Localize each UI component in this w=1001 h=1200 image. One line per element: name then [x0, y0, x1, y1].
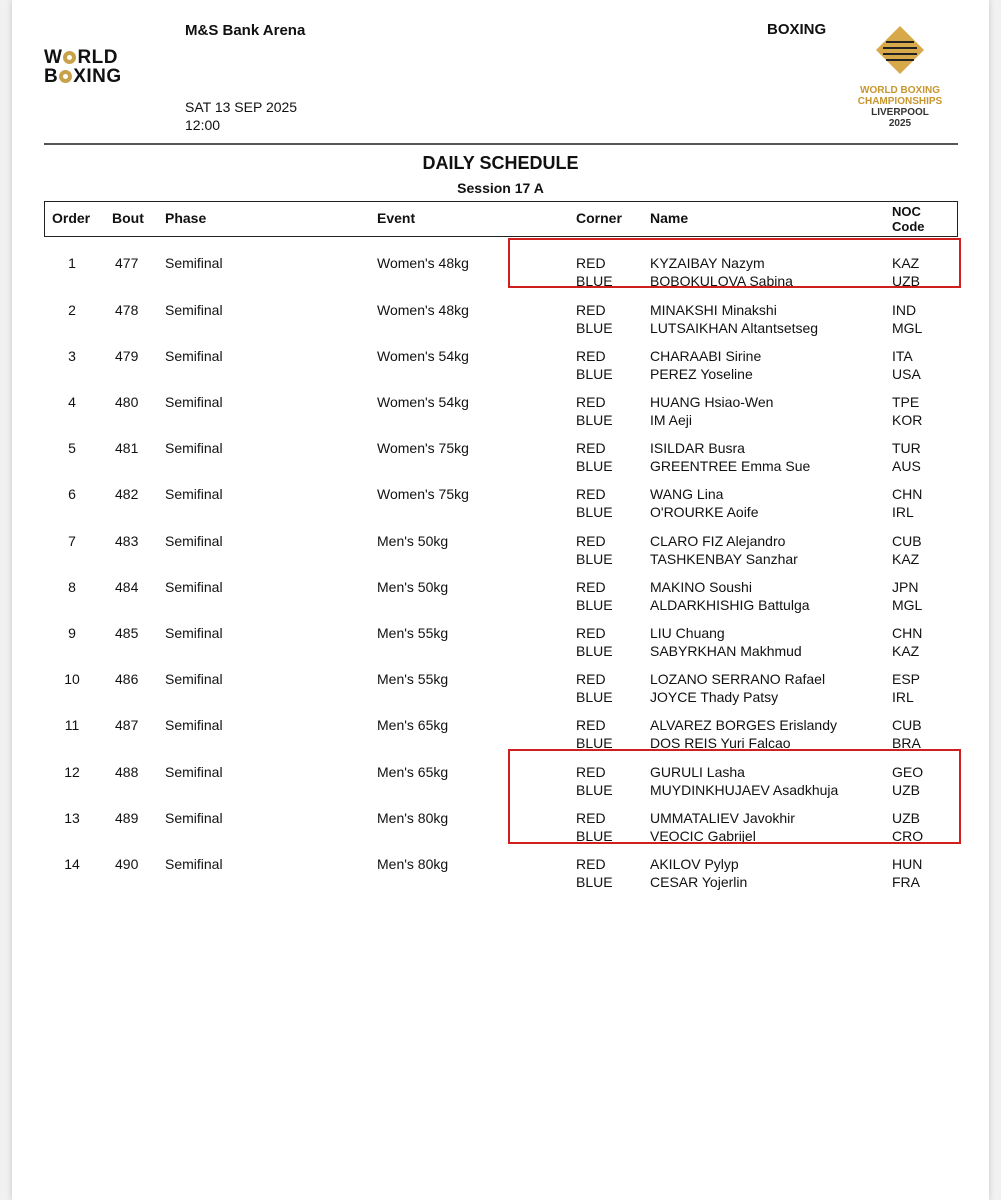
red-noc-code: JPN — [892, 579, 919, 595]
blue-boxer-name: CESAR Yojerlin — [650, 874, 748, 890]
table-row — [0, 615, 1001, 661]
logo-ring-icon — [63, 51, 76, 64]
col-event: Event — [377, 210, 416, 226]
blue-corner-label: BLUE — [576, 735, 613, 751]
red-noc-code: HUN — [892, 856, 923, 872]
bout-order: 11 — [64, 717, 80, 733]
bout-order: 6 — [68, 486, 76, 502]
session-datetime — [185, 98, 297, 134]
blue-corner-label: BLUE — [576, 366, 613, 382]
session-label: Session 17 A — [457, 180, 544, 196]
bout-order: 14 — [64, 856, 80, 872]
bout-phase: Semifinal — [165, 394, 223, 410]
red-corner-label: RED — [576, 579, 606, 595]
blue-noc-code: IRL — [892, 504, 914, 520]
red-corner-label: RED — [576, 348, 606, 364]
table-row — [0, 430, 1001, 476]
bout-order: 7 — [68, 533, 76, 549]
col-order: Order — [52, 210, 91, 226]
bout-event: Men's 65kg — [377, 717, 449, 733]
red-corner-label: RED — [576, 856, 606, 872]
header-divider — [44, 143, 958, 145]
red-corner-label: RED — [576, 764, 606, 780]
bout-phase: Semifinal — [165, 486, 223, 502]
col-name: Name — [650, 210, 689, 226]
bout-event: Men's 80kg — [377, 856, 449, 872]
bout-event: Women's 54kg — [377, 348, 469, 364]
blue-noc-code: IRL — [892, 689, 914, 705]
red-boxer-name: CLARO FIZ Alejandro — [650, 533, 786, 549]
bout-event: Men's 55kg — [377, 625, 449, 641]
table-row — [0, 338, 1001, 384]
bout-order: 8 — [68, 579, 76, 595]
bout-number: 485 — [115, 625, 139, 641]
table-row — [0, 476, 1001, 522]
venue-name: M&S Bank Arena — [185, 22, 306, 39]
red-noc-code: GEO — [892, 764, 924, 780]
world-boxing-logo: W RLD B XING — [44, 47, 122, 87]
bout-order: 2 — [68, 302, 76, 318]
red-boxer-name: MAKINO Soushi — [650, 579, 752, 595]
bout-number: 486 — [115, 671, 139, 687]
red-noc-code: ESP — [892, 671, 921, 687]
red-noc-code: TUR — [892, 440, 921, 456]
red-boxer-name: WANG Lina — [650, 486, 724, 502]
bout-number: 483 — [115, 533, 139, 549]
red-corner-label: RED — [576, 440, 606, 456]
bout-event: Women's 75kg — [377, 486, 469, 502]
col-bout: Bout — [112, 210, 144, 226]
bout-order: 3 — [68, 348, 76, 364]
bout-event: Women's 54kg — [377, 394, 469, 410]
blue-noc-code: KOR — [892, 412, 923, 428]
red-boxer-name: MINAKSHI Minakshi — [650, 302, 777, 318]
bout-event: Men's 50kg — [377, 579, 449, 595]
red-noc-code: IND — [892, 302, 917, 318]
red-corner-label: RED — [576, 671, 606, 687]
blue-corner-label: BLUE — [576, 828, 613, 844]
table-row — [0, 384, 1001, 430]
blue-noc-code: AUS — [892, 458, 921, 474]
bout-number: 479 — [115, 348, 139, 364]
table-row — [0, 661, 1001, 707]
table-row — [0, 707, 1001, 753]
bout-order: 10 — [64, 671, 80, 687]
bout-phase: Semifinal — [165, 533, 223, 549]
blue-corner-label: BLUE — [576, 782, 613, 798]
blue-corner-label: BLUE — [576, 689, 613, 705]
bout-number: 487 — [115, 717, 139, 733]
blue-noc-code: USA — [892, 366, 921, 382]
red-boxer-name: LOZANO SERRANO Rafael — [650, 671, 826, 687]
blue-noc-code: BRA — [892, 735, 921, 751]
blue-noc-code: MGL — [892, 320, 923, 336]
bout-phase: Semifinal — [165, 440, 223, 456]
blue-boxer-name: VEOCIC Gabrijel — [650, 828, 756, 844]
bout-order: 4 — [68, 394, 76, 410]
blue-noc-code: UZB — [892, 782, 920, 798]
red-noc-code: TPE — [892, 394, 920, 410]
bout-phase: Semifinal — [165, 255, 223, 271]
blue-corner-label: BLUE — [576, 551, 613, 567]
bout-order: 13 — [64, 810, 80, 826]
bout-number: 488 — [115, 764, 139, 780]
blue-boxer-name: O'ROURKE Aoife — [650, 504, 759, 520]
session-date: SAT 13 SEP 2025 — [185, 99, 298, 115]
red-boxer-name: AKILOV Pylyp — [650, 856, 739, 872]
red-boxer-name: ALVAREZ BORGES Erislandy — [650, 717, 837, 733]
col-phase: Phase — [165, 210, 207, 226]
blue-boxer-name: BOBOKULOVA Sabina — [650, 273, 793, 289]
red-corner-label: RED — [576, 255, 606, 271]
col-corner: Corner — [576, 210, 622, 226]
session-time: 12:00 — [185, 117, 221, 133]
bout-phase: Semifinal — [165, 764, 223, 780]
bout-number: 478 — [115, 302, 139, 318]
red-corner-label: RED — [576, 533, 606, 549]
bout-number: 489 — [115, 810, 139, 826]
red-boxer-name: CHARAABI Sirine — [650, 348, 762, 364]
blue-noc-code: CRO — [892, 828, 924, 844]
table-row — [0, 569, 1001, 615]
red-boxer-name: GURULI Lasha — [650, 764, 745, 780]
red-noc-code: KAZ — [892, 255, 920, 271]
blue-corner-label: BLUE — [576, 643, 613, 659]
bout-event: Men's 55kg — [377, 671, 449, 687]
blue-boxer-name: JOYCE Thady Patsy — [650, 689, 779, 705]
blue-noc-code: MGL — [892, 597, 923, 613]
red-noc-code: CUB — [892, 717, 922, 733]
bout-order: 9 — [68, 625, 76, 641]
blue-corner-label: BLUE — [576, 412, 613, 428]
blue-corner-label: BLUE — [576, 458, 613, 474]
table-row — [0, 846, 1001, 892]
blue-boxer-name: PEREZ Yoseline — [650, 366, 753, 382]
bout-event: Women's 75kg — [377, 440, 469, 456]
red-noc-code: UZB — [892, 810, 920, 826]
blue-corner-label: BLUE — [576, 597, 613, 613]
bout-phase: Semifinal — [165, 717, 223, 733]
bout-order: 5 — [68, 440, 76, 456]
red-corner-label: RED — [576, 394, 606, 410]
red-noc-code: CHN — [892, 625, 923, 641]
blue-boxer-name: ALDARKHISHIG Battulga — [650, 597, 810, 613]
bout-phase: Semifinal — [165, 810, 223, 826]
blue-boxer-name: GREENTREE Emma Sue — [650, 458, 811, 474]
bout-event: Men's 80kg — [377, 810, 449, 826]
blue-boxer-name: MUYDINKHUJAEV Asadkhuja — [650, 782, 839, 798]
table-row — [0, 292, 1001, 338]
blue-boxer-name: IM Aeji — [650, 412, 693, 428]
blue-boxer-name: TASHKENBAY Sanzhar — [650, 551, 798, 567]
red-boxer-name: LIU Chuang — [650, 625, 725, 641]
red-corner-label: RED — [576, 717, 606, 733]
blue-noc-code: UZB — [892, 273, 920, 289]
blue-corner-label: BLUE — [576, 504, 613, 520]
bout-phase: Semifinal — [165, 671, 223, 687]
blue-boxer-name: SABYRKHAN Makhmud — [650, 643, 802, 659]
blue-corner-label: BLUE — [576, 874, 613, 890]
blue-noc-code: KAZ — [892, 643, 920, 659]
blue-corner-label: BLUE — [576, 273, 613, 289]
col-noc: NOC Code — [892, 204, 925, 234]
championships-logo: WORLD BOXING CHAMPIONSHIPS LIVERPOOL 2025 — [848, 24, 952, 129]
bout-event: Women's 48kg — [377, 255, 469, 271]
sport-name: BOXING — [767, 21, 827, 38]
bout-order: 1 — [68, 255, 76, 271]
bout-number: 490 — [115, 856, 139, 872]
bout-event: Women's 48kg — [377, 302, 469, 318]
red-boxer-name: HUANG Hsiao-Wen — [650, 394, 774, 410]
logo-ring-icon — [59, 70, 72, 83]
red-noc-code: CHN — [892, 486, 923, 502]
bout-phase: Semifinal — [165, 348, 223, 364]
bout-phase: Semifinal — [165, 579, 223, 595]
bout-number: 480 — [115, 394, 139, 410]
highlight-box — [508, 238, 961, 288]
red-corner-label: RED — [576, 486, 606, 502]
bout-phase: Semifinal — [165, 625, 223, 641]
red-corner-label: RED — [576, 302, 606, 318]
red-noc-code: ITA — [892, 348, 913, 364]
bout-number: 484 — [115, 579, 139, 595]
bout-number: 481 — [115, 440, 139, 456]
blue-boxer-name: LUTSAIKHAN Altantsetseg — [650, 320, 819, 336]
bout-phase: Semifinal — [165, 856, 223, 872]
blue-boxer-name: DOS REIS Yuri Falcao — [650, 735, 791, 751]
red-boxer-name: UMMATALIEV Javokhir — [650, 810, 795, 826]
red-noc-code: CUB — [892, 533, 922, 549]
bout-order: 12 — [64, 764, 80, 780]
red-boxer-name: KYZAIBAY Nazym — [650, 255, 765, 271]
blue-noc-code: KAZ — [892, 551, 920, 567]
red-corner-label: RED — [576, 810, 606, 826]
bout-event: Men's 65kg — [377, 764, 449, 780]
blue-corner-label: BLUE — [576, 320, 613, 336]
red-corner-label: RED — [576, 625, 606, 641]
red-boxer-name: ISILDAR Busra — [650, 440, 745, 456]
bout-number: 477 — [115, 255, 139, 271]
table-row — [0, 523, 1001, 569]
blue-noc-code: FRA — [892, 874, 920, 890]
bout-event: Men's 50kg — [377, 533, 449, 549]
page-title: DAILY SCHEDULE — [422, 153, 579, 173]
bout-phase: Semifinal — [165, 302, 223, 318]
championships-emblem-icon — [872, 24, 928, 80]
highlight-box — [508, 749, 961, 844]
bout-number: 482 — [115, 486, 139, 502]
